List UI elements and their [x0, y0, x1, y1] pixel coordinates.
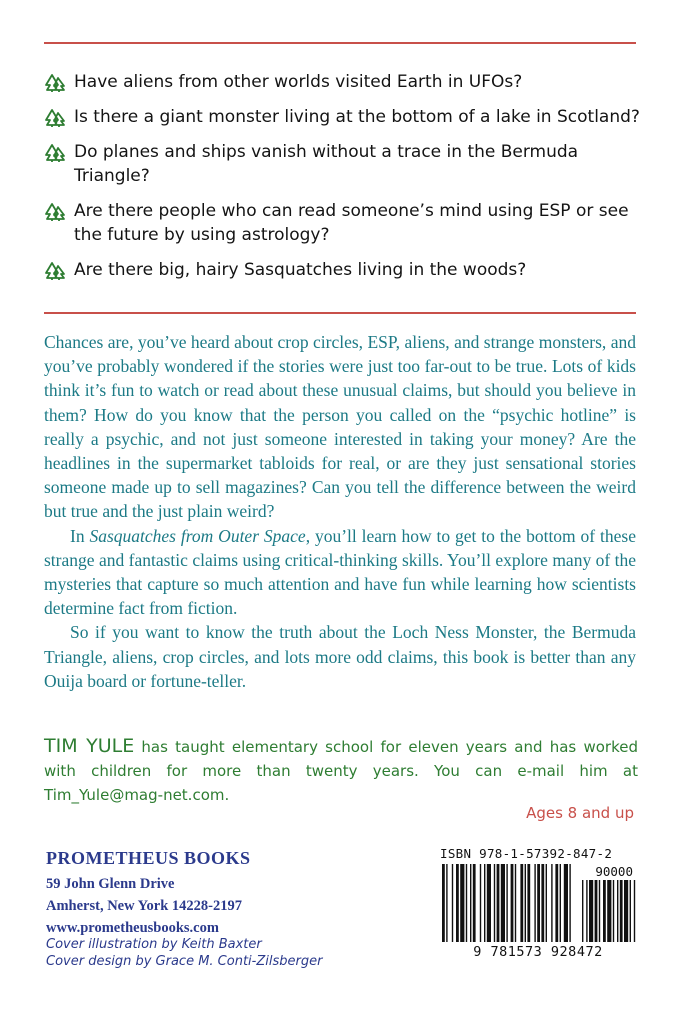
list-item	[44, 140, 644, 188]
tree-icon	[44, 108, 66, 128]
tree-icon	[44, 202, 66, 222]
middle-divider	[44, 312, 636, 314]
illustration-credit: Cover illustration by Keith Baxter	[46, 937, 262, 952]
isbn-barcode	[440, 846, 636, 966]
blurb-p2-prefix: In	[70, 525, 90, 546]
author-name: TIM YULE	[44, 735, 135, 757]
blurb-paragraph-1: Chances are, you’ve heard about crop circles, ESP, aliens, and strange monsters, and you’ve probably wondered if the stories were just too far-out to be true. Lots of kids think it’s fun to watch or read about these unusual claims, but should you believe in them? How do you know that the person you called on the “psychic hotline” is really a psychic, and not just someone interested in taking your money? Are the headlines in the supermarket tabloids for real, or are they just sensational stories someone made up to sell magazines? Can you tell the difference between the weird but true and the just plain weird?	[44, 332, 636, 522]
list-item	[44, 199, 644, 247]
age-range: Ages 8 and up	[526, 804, 634, 822]
author-bio	[44, 734, 638, 807]
question-text: Is there a giant monster living at the bottom of a lake in Scotland?	[74, 107, 640, 127]
publisher-name: PROMETHEUS BOOKS	[46, 848, 251, 868]
list-item	[44, 258, 644, 282]
tree-icon	[44, 261, 66, 281]
blurb-paragraph-3: So if you want to know the truth about the Loch Ness Monster, the Bermuda Triangle, aliens, crop circles, and lots more odd claims, this book is better than any Ouija board or fortune-teller.	[44, 622, 636, 691]
isbn-number: ISBN 978-1-57392-847-2	[440, 846, 613, 861]
question-text: Have aliens from other worlds visited Earth in UFOs?	[74, 72, 523, 92]
blurb-p2-rest: , you’ll learn how to get to the bottom of these strange and fantastic claims using critical-thinking skills. You’ll explore many of the mysteries that capture so much attention and have fun while learning how scientists determine fact from fiction.	[44, 525, 636, 619]
top-divider	[44, 42, 636, 44]
tree-icon	[44, 143, 66, 163]
blurb-paragraph-2	[44, 524, 636, 621]
list-item	[44, 105, 644, 129]
back-cover-blurb	[44, 330, 636, 693]
question-text: Do planes and ships vanish without a trace in the Bermuda Triangle?	[74, 142, 579, 186]
list-item	[44, 70, 644, 94]
barcode-digits: 9 781573 928472	[473, 944, 603, 960]
author-bio-text: has taught elementary school for eleven years and has worked with children for more than twenty years. You can e-mail him at Tim_Yule@mag-net.com.	[44, 738, 638, 804]
publisher-website: www.prometheusbooks.com	[46, 920, 219, 936]
question-list	[44, 70, 644, 293]
question-text: Are there big, hairy Sasquatches living in the woods?	[74, 260, 527, 280]
price-code: 90000	[592, 864, 636, 879]
question-text: Are there people who can read someone’s mind using ESP or see the future by using astrology?	[74, 201, 629, 245]
publisher-address-1: 59 John Glenn Drive	[46, 876, 175, 892]
design-credit: Cover design by Grace M. Conti-Zilsberger	[46, 954, 323, 969]
cover-credits	[46, 936, 322, 970]
publisher-info	[46, 848, 251, 939]
publisher-address-2: Amherst, New York 14228-2197	[46, 898, 242, 914]
book-title: Sasquatches from Outer Space	[89, 525, 306, 546]
tree-icon	[44, 73, 66, 93]
